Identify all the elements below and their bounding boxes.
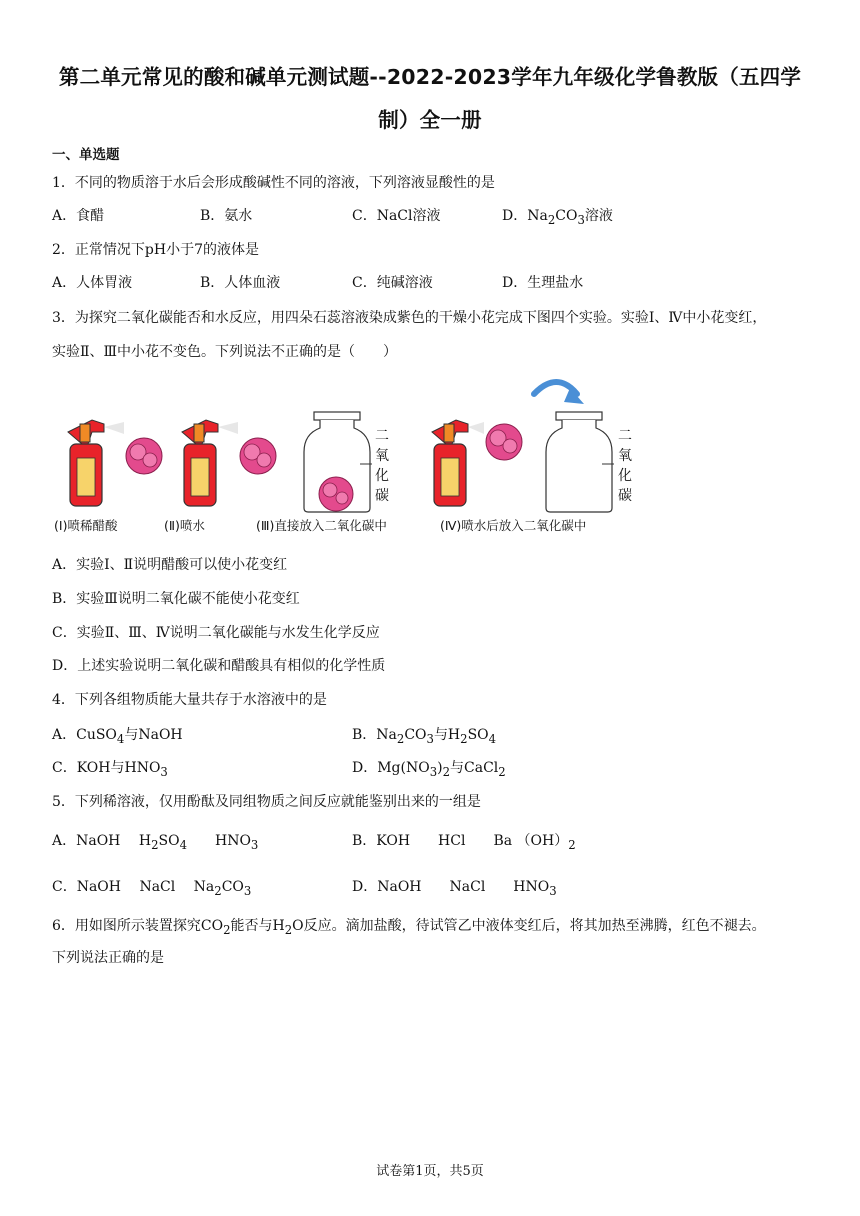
flower-3-icon: [319, 477, 353, 511]
q3-option-c: C．实验Ⅱ、Ⅲ、Ⅳ说明二氧化碳能与水发生化学反应: [52, 625, 380, 641]
figure-caption-1: (Ⅰ)喷稀醋酸: [54, 518, 118, 533]
q4-option-c: C．KOH与$HNO_3$: [52, 760, 168, 779]
question-1-stem: 1．不同的物质溶于水后会形成酸碱性不同的溶液，下列溶液显酸性的是: [52, 175, 495, 191]
spray-bottle-2-icon: [182, 420, 238, 506]
question-3-stem-line1: 3．为探究二氧化碳能否和水反应，用四朵石蕊溶液染成紫色的干燥小花完成下图四个实验。实验Ⅰ、Ⅳ中小花变红，: [52, 310, 767, 326]
page-footer: 试卷第1页，共5页: [376, 1164, 484, 1179]
gas-label-3-char4: 碳: [375, 488, 389, 504]
q3-option-d: D．上述实验说明二氧化碳和醋酸具有相似的化学性质: [52, 658, 386, 674]
q5-option-b: B．KOH HCl Ba $(OH)_2$: [352, 833, 576, 852]
figure-caption-2: (Ⅱ)喷水: [164, 518, 205, 533]
question-4-stem: 4．下列各组物质能大量共存于水溶液中的是: [52, 692, 327, 708]
q4-option-d: D．$Mg(NO_3)_2$与CaCl$_2$: [352, 760, 506, 779]
question-6-stem-line2: 下列说法正确的是: [52, 950, 164, 966]
gas-label-4-char1: 二: [618, 428, 632, 444]
question-5-stem: 5．下列稀溶液，仅用酚酞及同组物质之间反应就能鉴别出来的一组是: [52, 794, 481, 810]
gas-label-4-char3: 化: [618, 468, 632, 484]
q5-option-c: C．NaOH NaCl $Na_2CO_3$: [52, 879, 252, 898]
q2-option-b: B．人体血液: [200, 275, 281, 291]
spray-bottle-4-icon: [432, 420, 484, 506]
q1-option-d: D．$Na_2CO_3$溶液: [502, 208, 613, 227]
question-3-stem-line2: 实验Ⅱ、Ⅲ中小花不变色。下列说法不正确的是（ ）: [52, 344, 398, 360]
flower-4-icon: [486, 424, 522, 460]
flower-1-icon: [126, 438, 162, 474]
q2-option-a: A．人体胃液: [52, 275, 133, 291]
q5-option-d: D．NaOH NaCl $HNO_3$: [352, 879, 557, 898]
q1-option-a: A．食醋: [52, 208, 105, 224]
question-2-stem: 2．正常情况下pH小于7的液体是: [52, 242, 259, 258]
figure-caption-4: (Ⅳ)喷水后放入二氧化碳中: [440, 518, 587, 533]
q1-option-c: C．NaCl溶液: [352, 208, 441, 224]
curved-arrow-icon: [534, 382, 584, 404]
spray-bottle-1-icon: [68, 420, 124, 506]
q3-option-b: B．实验Ⅲ说明二氧化碳不能使小花变红: [52, 591, 300, 607]
page-title-continued: 制）全一册: [378, 108, 482, 132]
gas-label-4-char2: 氧: [618, 448, 632, 464]
question-6-stem-line1: 6．用如图所示装置探究$CO_2$能否与$H_2O$反应。滴加盐酸，待试管乙中液体变红后，将其加热至沸腾，红色不褪去。: [52, 918, 766, 937]
q4-option-b: B．$Na_2CO_3$与$H_2SO_4$: [352, 727, 497, 746]
q3-option-a: A．实验Ⅰ、Ⅱ说明醋酸可以使小花变红: [52, 557, 288, 573]
q5-option-a: A．NaOH $H_2SO_4$ $HNO_3$: [52, 833, 259, 852]
gas-label-4-char4: 碳: [618, 488, 632, 504]
experiment-figure: [52, 372, 652, 540]
flower-2-icon: [240, 438, 276, 474]
section-heading: 一、单选题: [52, 147, 120, 163]
gas-label-3-char3: 化: [375, 468, 389, 484]
q2-option-d: D．生理盐水: [502, 275, 584, 291]
q2-option-c: C．纯碱溶液: [352, 275, 433, 291]
gas-label-3-char1: 二: [375, 428, 389, 444]
q4-option-a: A．CuSO$_4$与NaOH: [52, 727, 183, 746]
page-title: 第二单元常见的酸和碱单元测试题--2022-2023学年九年级化学鲁教版（五四学: [58, 65, 802, 89]
figure-caption-3: (Ⅲ)直接放入二氧化碳中: [256, 518, 387, 533]
gas-label-3-char2: 氧: [375, 448, 389, 464]
gas-jar-4-icon: [546, 412, 614, 512]
q1-option-b: B．氨水: [200, 208, 253, 224]
